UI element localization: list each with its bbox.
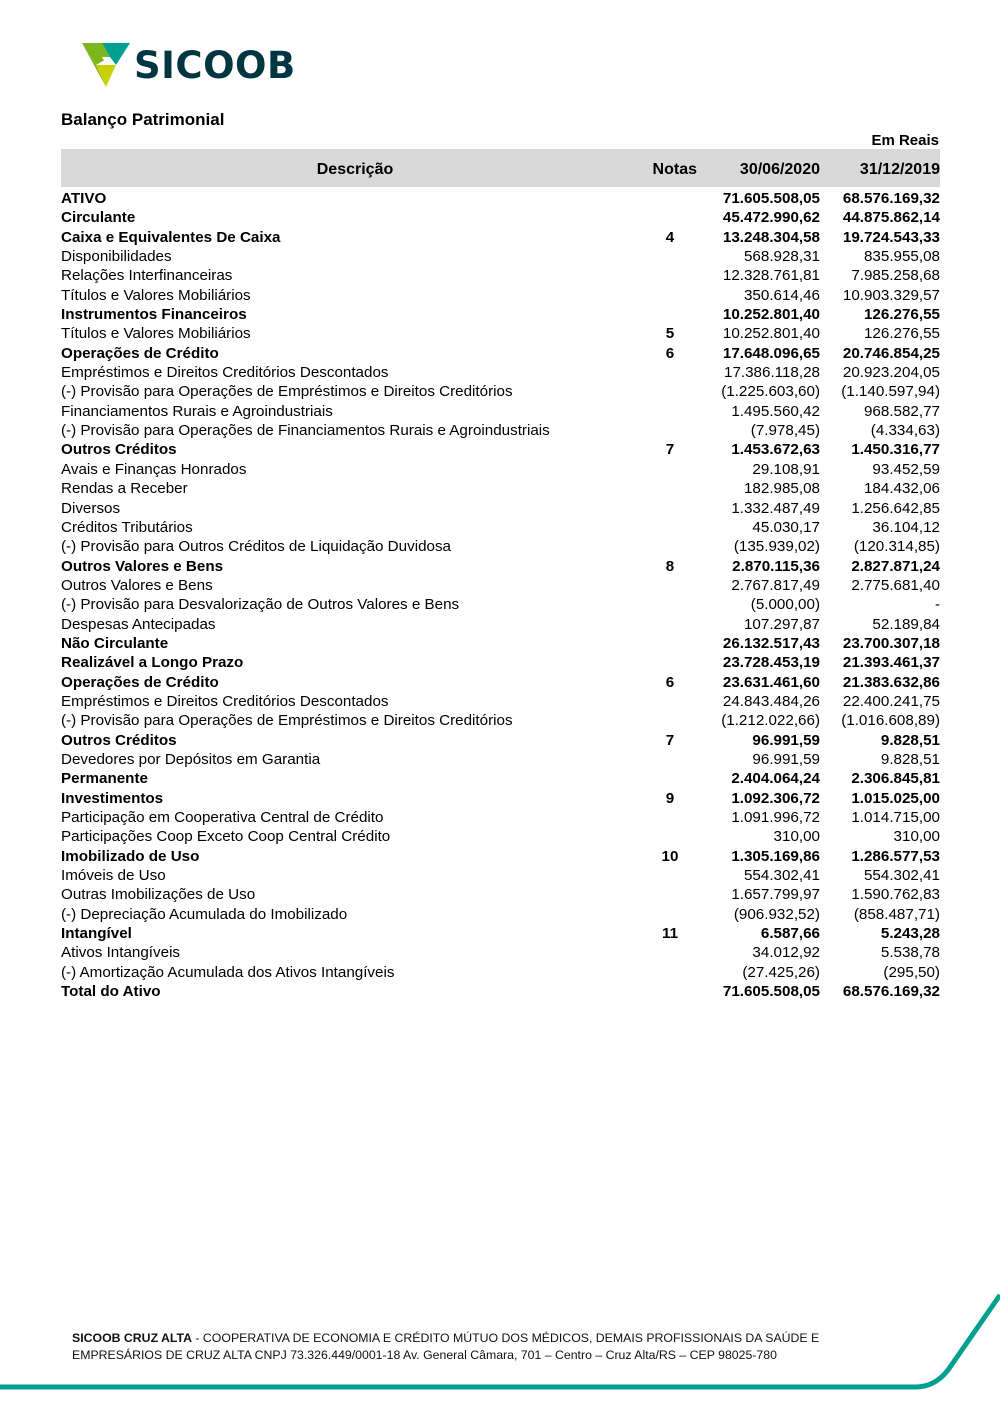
row-value-period-2: 184.432,06 [863, 480, 940, 498]
row-value-period-1: (5.000,00) [750, 596, 820, 614]
row-description: Circulante [61, 209, 136, 227]
table-row [61, 789, 940, 808]
row-value-period-1: 350.614,46 [743, 286, 820, 304]
row-description: (-) Provisão para Outros Créditos de Liquidação Duvidosa [61, 538, 452, 556]
table-header [61, 149, 940, 187]
table-row [61, 382, 940, 401]
row-value-period-2: 44.875.862,14 [842, 209, 940, 227]
table-row [61, 615, 940, 634]
sicoob-logo [80, 40, 296, 90]
row-value-period-2: 2.306.845,81 [851, 770, 940, 788]
sicoob-triangle-icon [80, 41, 132, 89]
row-value-period-1: 17.648.096,65 [722, 344, 820, 362]
row-value-period-2: 1.590.762,83 [851, 886, 940, 904]
row-description: Imobilizado de Uso [61, 847, 200, 865]
row-value-period-1: (1.225.603,60) [721, 383, 820, 401]
table-row [61, 963, 940, 982]
row-description: Relações Interfinanceiras [61, 267, 233, 285]
row-value-period-1: 29.108,91 [752, 460, 820, 478]
table-row [61, 576, 940, 595]
row-value-period-1: 96.991,59 [752, 731, 820, 749]
row-description: Permanente [61, 770, 148, 788]
row-value-period-2: 36.104,12 [872, 518, 940, 536]
row-description: Operações de Crédito [61, 673, 219, 691]
table-row [61, 479, 940, 498]
table-row [61, 460, 940, 479]
row-value-period-2: (1.016.608,89) [841, 712, 940, 730]
table-row [61, 557, 940, 576]
row-value-period-2: 9.828,51 [880, 750, 940, 768]
table-row [61, 247, 940, 266]
row-value-period-2: (295,50) [883, 963, 940, 981]
row-description: Outros Créditos [61, 731, 177, 749]
row-description: Disponibilidades [61, 248, 172, 266]
row-value-period-1: 1.657.799,97 [731, 886, 820, 904]
row-value-period-1: 10.252.801,40 [722, 306, 820, 324]
row-description: Total do Ativo [61, 983, 161, 1001]
row-value-period-1: 71.605.508,05 [722, 983, 820, 1001]
row-description: (-) Provisão para Operações de Financiamentos Rurais e Agroindustriais [61, 422, 550, 440]
row-value-period-2: (120.314,85) [853, 538, 940, 556]
row-value-period-2: 93.452,59 [872, 460, 940, 478]
row-description: Investimentos [61, 789, 164, 807]
row-description: Participações Coop Exceto Coop Central Crédito [61, 828, 391, 846]
row-value-period-2: 835.955,08 [863, 248, 940, 266]
row-value-period-1: 554.302,41 [743, 867, 820, 885]
row-description: Empréstimos e Direitos Creditórios Descontados [61, 692, 389, 710]
row-value-period-1: 310,00 [773, 828, 820, 846]
row-value-period-2: 22.400.241,75 [842, 692, 940, 710]
row-value-period-1: 1.092.306,72 [731, 789, 820, 807]
row-value-period-1: (7.978,45) [750, 422, 820, 440]
row-value-period-1: (1.212.022,66) [721, 712, 820, 730]
row-note: 8 [665, 557, 675, 575]
table-row [61, 885, 940, 904]
row-value-period-2: 1.015.025,00 [851, 789, 940, 807]
row-value-period-2: 5.538,78 [880, 944, 940, 962]
row-description: Devedores por Depósitos em Garantia [61, 750, 321, 768]
row-value-period-2: 968.582,77 [863, 402, 940, 420]
row-value-period-1: 13.248.304,58 [722, 228, 820, 246]
row-value-period-1: (906.932,52) [733, 905, 820, 923]
table-row [61, 827, 940, 846]
row-value-period-2: 21.383.632,86 [842, 673, 940, 691]
row-value-period-2: 9.828,51 [880, 731, 940, 749]
row-description: Outros Valores e Bens [61, 576, 213, 594]
row-value-period-2: 68.576.169,32 [842, 983, 940, 1001]
header-description: Descrição [316, 161, 394, 178]
balance-sheet-table [61, 189, 940, 1001]
row-value-period-1: 71.605.508,05 [722, 190, 820, 207]
row-value-period-2: 1.256.642,85 [851, 499, 940, 517]
row-value-period-1: 1.453.672,63 [731, 441, 820, 459]
row-value-period-1: 26.132.517,43 [722, 634, 820, 652]
table-row [61, 537, 940, 556]
row-value-period-1: 1.305.169,86 [731, 847, 820, 865]
row-description: Avais e Finanças Honrados [61, 460, 247, 478]
row-value-period-2: 5.243,28 [880, 925, 940, 943]
row-note: 6 [665, 344, 675, 362]
row-value-period-2: 126.276,55 [863, 306, 940, 324]
table-row [61, 731, 940, 750]
row-description: Instrumentos Financeiros [61, 306, 247, 324]
row-value-period-1: (27.425,26) [742, 963, 820, 981]
table-row [61, 653, 940, 672]
row-note: 7 [665, 441, 675, 459]
row-value-period-1: 17.386.118,28 [724, 364, 820, 382]
table-row [61, 943, 940, 962]
row-value-period-2: 68.576.169,32 [842, 190, 940, 207]
row-value-period-2: 1.450.316,77 [851, 441, 940, 459]
table-row [61, 286, 940, 305]
row-value-period-2: (858.487,71) [853, 905, 940, 923]
header-period-1: 30/06/2020 [739, 161, 820, 178]
row-value-period-1: 12.328.761,81 [722, 267, 820, 285]
row-value-period-2: 7.985.258,68 [851, 267, 940, 285]
row-description: Realizável a Longo Prazo [61, 654, 244, 672]
table-row [61, 750, 940, 769]
row-description: (-) Provisão para Desvalorização de Outros Valores e Bens [61, 596, 460, 614]
row-value-period-1: 10.252.801,40 [722, 325, 820, 343]
row-note: 5 [665, 325, 675, 343]
row-description: Caixa e Equivalentes De Caixa [61, 228, 281, 246]
row-description: (-) Provisão para Operações de Empréstimos e Direitos Creditórios [61, 712, 513, 730]
brand-name: SICOOB [134, 43, 296, 87]
row-description: Operações de Crédito [61, 344, 219, 362]
row-value-period-1: 24.843.484,26 [722, 692, 820, 710]
row-value-period-1: 568.928,31 [743, 248, 820, 266]
row-value-period-2: - [934, 596, 940, 614]
row-description: ATIVO [61, 190, 107, 207]
row-description: Créditos Tributários [61, 518, 193, 536]
row-value-period-1: 182.985,08 [743, 480, 820, 498]
row-value-period-2: 2.775.681,40 [851, 576, 940, 594]
table-row [61, 634, 940, 653]
table-row [61, 905, 940, 924]
table-row [61, 189, 940, 208]
table-row [61, 847, 940, 866]
row-value-period-2: 10.903.329,57 [842, 286, 940, 304]
row-value-period-2: 310,00 [893, 828, 940, 846]
row-value-period-1: 107.297,87 [743, 615, 820, 633]
footer-address [72, 1330, 932, 1364]
table-row [61, 228, 940, 247]
footer-line-1-text: - COOPERATIVA DE ECONOMIA E CRÉDITO MÚTUO DOS MÉDICOS, DEMAIS PROFISSIONAIS DA SAÚDE E [192, 1331, 820, 1345]
row-value-period-1: (135.939,02) [733, 538, 820, 556]
row-value-period-1: 34.012,92 [752, 944, 820, 962]
table-row [61, 344, 940, 363]
row-value-period-2: (1.140.597,94) [841, 383, 940, 401]
row-note: 4 [665, 228, 675, 246]
table-row [61, 673, 940, 692]
row-note: 10 [661, 847, 679, 865]
row-value-period-2: 52.189,84 [872, 615, 940, 633]
table-row [61, 711, 940, 730]
row-value-period-2: 2.827.871,24 [851, 557, 940, 575]
row-value-period-2: 23.700.307,18 [842, 634, 940, 652]
row-value-period-1: 6.587,66 [760, 925, 820, 943]
row-description: Imóveis de Uso [61, 867, 166, 885]
table-row [61, 440, 940, 459]
table-row [61, 692, 940, 711]
row-value-period-2: 126.276,55 [863, 325, 940, 343]
table-row [61, 363, 940, 382]
header-notes: Notas [652, 161, 697, 178]
footer-line-1 [72, 1330, 932, 1347]
row-value-period-2: 1.286.577,53 [851, 847, 940, 865]
footer-company: SICOOB CRUZ ALTA [72, 1331, 192, 1345]
row-value-period-1: 2.404.064,24 [731, 770, 820, 788]
row-description: Intangível [61, 925, 132, 943]
table-row [61, 595, 940, 614]
row-description: (-) Depreciação Acumulada do Imobilizado [61, 905, 348, 923]
row-description: Participação em Cooperativa Central de Crédito [61, 809, 384, 826]
table-row [61, 518, 940, 537]
table-row [61, 982, 940, 1001]
table-row [61, 402, 940, 421]
row-value-period-1: 1.332.487,49 [731, 499, 820, 517]
row-description: (-) Provisão para Operações de Empréstimos e Direitos Creditórios [61, 383, 513, 401]
header-period-2: 31/12/2019 [859, 161, 940, 178]
row-value-period-1: 23.631.461,60 [722, 673, 820, 691]
table-row [61, 769, 940, 788]
row-note: 11 [661, 925, 679, 943]
row-description: Outras Imobilizações de Uso [61, 886, 256, 904]
row-description: (-) Amortização Acumulada dos Ativos Intangíveis [61, 963, 395, 981]
row-description: Rendas a Receber [61, 480, 188, 498]
table-row [61, 924, 940, 943]
table-row [61, 866, 940, 885]
row-description: Outros Valores e Bens [61, 557, 224, 575]
footer-line-2: EMPRESÁRIOS DE CRUZ ALTA CNPJ 73.326.449/0001-18 Av. General Câmara, 701 – Centro – Cruz Alta/RS – CEP 98025-780 [72, 1348, 777, 1362]
row-description: Empréstimos e Direitos Creditórios Descontados [61, 364, 389, 382]
table-row [61, 421, 940, 440]
row-value-period-2: 21.393.461,37 [842, 654, 940, 672]
table-row [61, 499, 940, 518]
document-title: Balanço Patrimonial [61, 110, 225, 129]
row-description: Outros Créditos [61, 441, 177, 459]
row-value-period-2: 554.302,41 [863, 867, 940, 885]
row-description: Não Circulante [61, 634, 169, 652]
row-value-period-2: 1.014.715,00 [851, 809, 940, 826]
table-row [61, 266, 940, 285]
table-row [61, 324, 940, 343]
row-note: 9 [665, 789, 675, 807]
row-value-period-1: 2.870.115,36 [732, 557, 820, 575]
row-description: Títulos e Valores Mobiliários [61, 325, 251, 343]
row-note: 7 [665, 731, 675, 749]
row-value-period-1: 1.495.560,42 [731, 402, 820, 420]
table-row [61, 208, 940, 227]
row-value-period-2: (4.334,63) [870, 422, 940, 440]
row-value-period-1: 45.472.990,62 [722, 209, 820, 227]
row-description: Ativos Intangíveis [61, 944, 181, 962]
row-value-period-2: 20.923.204,05 [842, 364, 940, 382]
row-description: Financiamentos Rurais e Agroindustriais [61, 402, 333, 420]
row-description: Diversos [61, 499, 121, 517]
row-value-period-2: 20.746.854,25 [842, 344, 940, 362]
row-description: Despesas Antecipadas [61, 615, 216, 633]
row-value-period-1: 23.728.453,19 [722, 654, 820, 672]
row-note: 6 [665, 673, 675, 691]
row-value-period-1: 45.030,17 [752, 518, 820, 536]
table-row [61, 305, 940, 324]
table-row [61, 808, 940, 827]
row-value-period-2: 19.724.543,33 [842, 228, 940, 246]
row-description: Títulos e Valores Mobiliários [61, 286, 251, 304]
row-value-period-1: 96.991,59 [752, 750, 820, 768]
row-value-period-1: 1.091.996,72 [731, 809, 820, 826]
currency-unit: Em Reais [871, 132, 939, 149]
row-value-period-1: 2.767.817,49 [731, 576, 820, 594]
